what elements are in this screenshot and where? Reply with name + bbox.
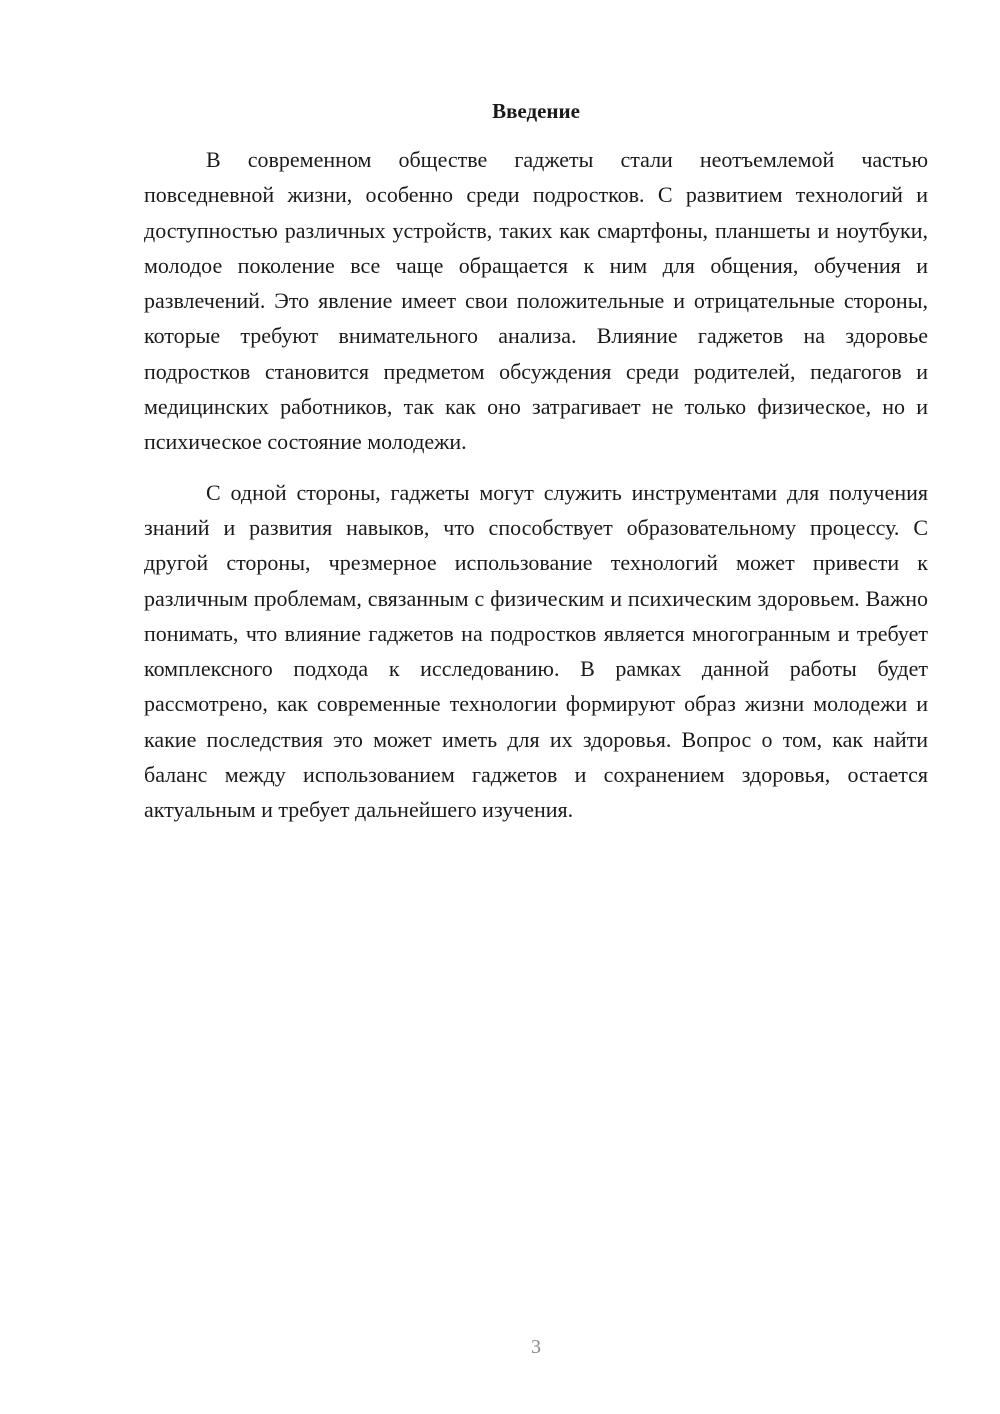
paragraph-2: С одной стороны, гаджеты могут служить инструментами для получения знаний и развития навыков, что способствует образовательному процессу. С другой стороны, чрезмерное использование технологий может привести к различным проблемам, связанным с физическим и психическим здоровьем. Важно понимать, что влияние гаджетов на подростков является многогранным и требует комплексного подхода к исследованию. В рамках данной работы будет рассмотрено, как современные технологии формируют образ жизни молодежи и какие последствия это может иметь для их здоровья. Вопрос о том, как найти баланс между использованием гаджетов и сохранением здоровья, остается актуальным и требует дальнейшего изучения. [144,479,928,823]
page-number: 3 [531,1336,541,1358]
paragraph-1: В современном обществе гаджеты стали неотъемлемой частью повседневной жизни, особенно среди подростков. С развитием технологий и доступностью различных устройств, таких как смартфоны, планшеты и ноутбуки, молодое поколение все чаще обращается к ним для общения, обучения и развлечений. Это явление имеет свои положительные и отрицательные стороны, которые требуют внимательного анализа. Влияние гаджетов на здоровье подростков становится предметом обсуждения среди родителей, педагогов и медицинских работников, так как оно затрагивает не только физическое, но и психическое состояние молодежи. [144,147,928,455]
body-text [144,142,928,828]
section-title: Введение [492,99,580,123]
